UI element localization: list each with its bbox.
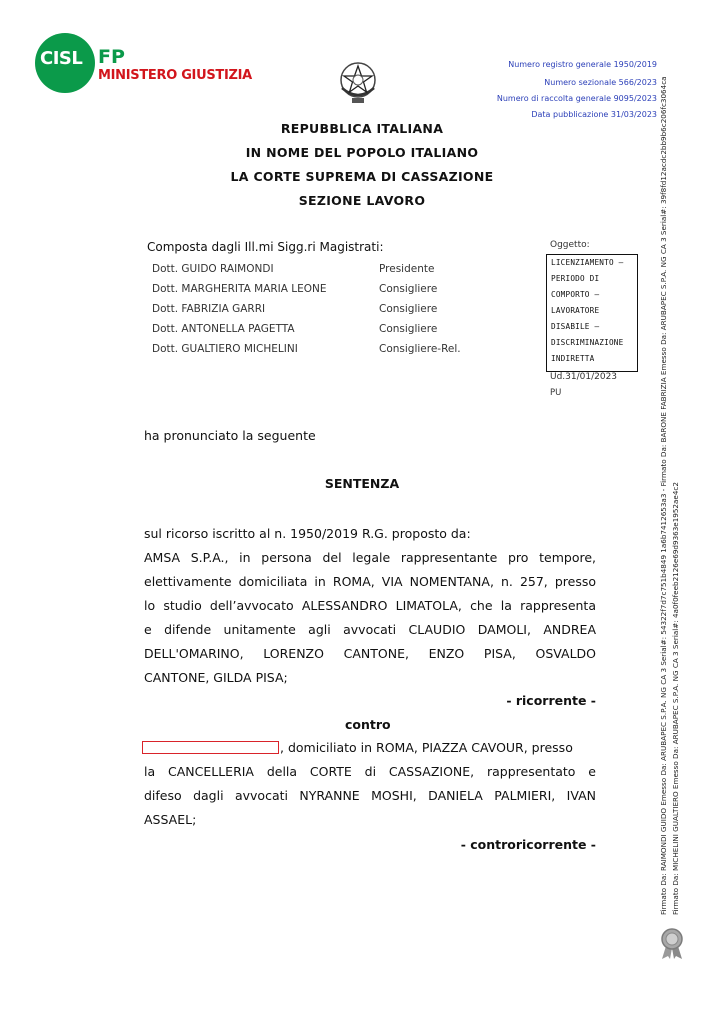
oggetto-line: COMPORTO – — [551, 290, 600, 299]
ricorso-line: AMSA S.P.A., in persona del legale rappresentante pro tempore, — [144, 550, 596, 565]
oggetto-line: DISCRIMINAZIONE — [551, 338, 624, 347]
hearing-date: Ud.31/01/2023 — [550, 372, 618, 382]
logo-brand: CISL — [40, 48, 83, 69]
logo-suffix: FP — [98, 46, 125, 68]
controricorso-line: difeso dagli avvocati NYRANNE MOSHI, DANIELA PALMIERI, IVAN — [144, 788, 596, 803]
judge-name: Dott. FABRIZIA GARRI — [152, 303, 266, 315]
oggetto-line: LICENZIAMENTO – — [551, 258, 624, 267]
judge-name: Dott. MARGHERITA MARIA LEONE — [152, 283, 327, 295]
sectional-number: Numero sezionale 566/2023 — [544, 78, 657, 87]
controricorrente-label: - controricorrente - — [460, 837, 596, 852]
logo-subtitle: MINISTERO GIUSTIZIA — [98, 68, 252, 83]
ricorso-line: lo studio dell’avvocato ALESSANDRO LIMATOLA, che la rappresenta — [144, 598, 596, 613]
header-republic: REPUBBLICA ITALIANA — [280, 121, 444, 136]
italian-emblem-icon — [337, 58, 379, 106]
redacted-name-box — [142, 741, 279, 754]
publication-date: Data pubblicazione 31/03/2023 — [531, 110, 657, 119]
judge-role: Consigliere — [379, 323, 438, 335]
judge-name: Dott. GUALTIERO MICHELINI — [152, 343, 298, 355]
ricorso-line: CANTONE, GILDA PISA; — [144, 670, 288, 685]
judge-name: Dott. ANTONELLA PAGETTA — [152, 323, 295, 335]
judge-role: Presidente — [379, 263, 435, 275]
header-court: LA CORTE SUPREMA DI CASSAZIONE — [230, 169, 494, 184]
judge-role: Consigliere-Rel. — [379, 343, 461, 355]
intro-text: ha pronunciato la seguente — [144, 428, 316, 443]
judge-name: Dott. GUIDO RAIMONDI — [152, 263, 274, 275]
oggetto-line: LAVORATORE — [551, 306, 600, 315]
hearing-type: PU — [550, 388, 562, 398]
controricorso-line: , domiciliato in ROMA, PIAZZA CAVOUR, presso — [280, 740, 573, 755]
judge-role: Consigliere — [379, 303, 438, 315]
ricorrente-label: - ricorrente - — [506, 693, 596, 708]
ricorso-line: elettivamente domiciliata in ROMA, VIA NOMENTANA, n. 257, presso — [144, 574, 596, 589]
collection-number: Numero di raccolta generale 9095/2023 — [496, 94, 657, 103]
oggetto-line: DISABILE – — [551, 322, 600, 331]
ricorso-line: sul ricorso iscritto al n. 1950/2019 R.G. proposto da: — [144, 526, 471, 541]
ricorso-line: DELL'OMARINO, LORENZO CANTONE, ENZO PISA, OSVALDO — [144, 646, 596, 661]
controricorso-line: ASSAEL; — [144, 812, 197, 827]
contro-label: contro — [345, 717, 391, 732]
seal-icon — [659, 928, 685, 960]
composition-title: Composta dagli Ill.mi Sigg.ri Magistrati: — [147, 240, 384, 254]
controricorso-line: la CANCELLERIA della CORTE di CASSAZIONE, rappresentato e — [144, 764, 596, 779]
ricorso-line: e difende unitamente agli avvocati CLAUDIO DAMOLI, ANDREA — [144, 622, 596, 637]
registry-number: Numero registro generale 1950/2019 — [508, 60, 657, 69]
judge-role: Consigliere — [379, 283, 438, 295]
signature-line-2: Firmato Da: MICHELINI GUALTIERO Emesso Da: ARUBAPEC S.P.A. NG CA 3 Serial#: 4a0f0feeb2126e69d9363e1952ae4c2 — [671, 482, 680, 915]
oggetto-line: INDIRETTA — [551, 354, 595, 363]
oggetto-line: PERIODO DI — [551, 274, 600, 283]
sentenza-title: SENTENZA — [324, 476, 400, 491]
header-section: SEZIONE LAVORO — [298, 193, 426, 208]
oggetto-label: Oggetto: — [550, 240, 590, 250]
header-people: IN NOME DEL POPOLO ITALIANO — [245, 145, 479, 160]
signature-line-1: Firmato Da: RAIMONDI GUIDO Emesso Da: ARUBAPEC S.P.A. NG CA 3 Serial#: 54322f7d7c751b4849 1a6b7412653a3 - Firmato Da: BARONE FABRIZIA Emesso Da: ARUBAPEC S.P.A. NG CA 3 Serial#: 39f8fd12acdc2bb9b6c206fc3064ca — [659, 76, 668, 915]
